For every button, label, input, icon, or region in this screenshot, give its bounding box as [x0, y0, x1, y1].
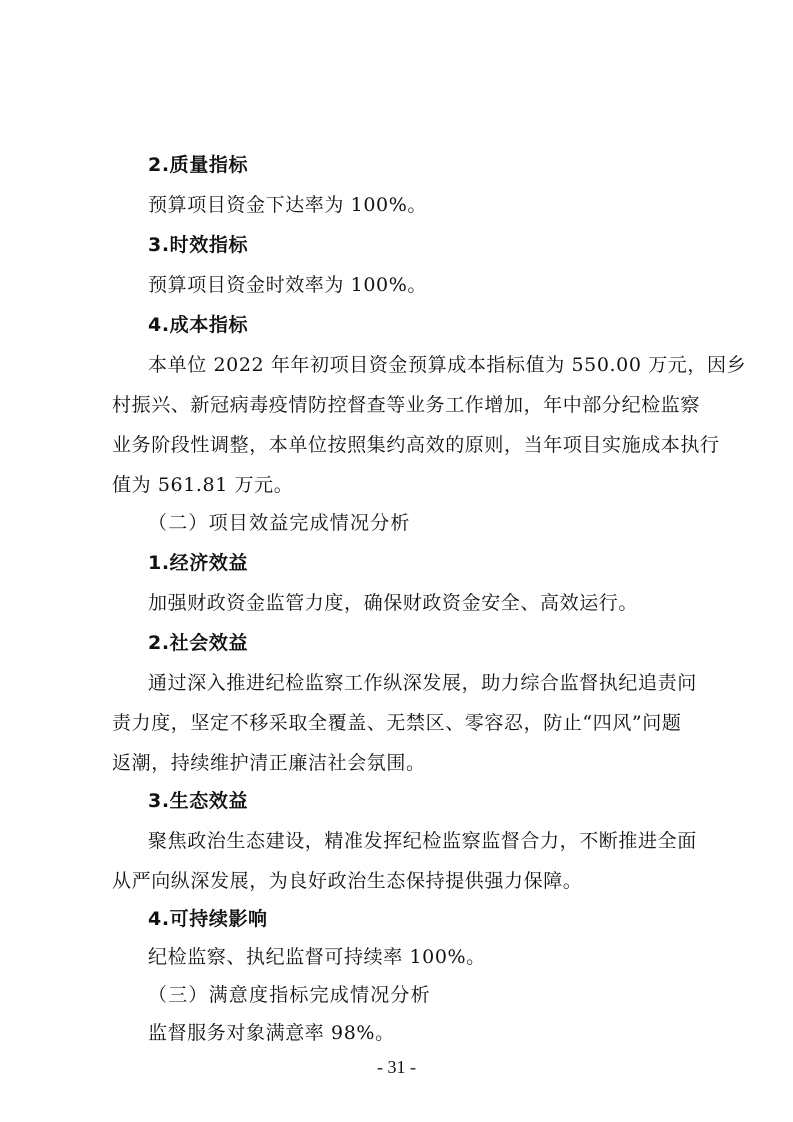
paragraph-cost-line-3: 业务阶段性调整，本单位按照集约高效的原则，当年项目实施成本执行	[112, 434, 720, 456]
paragraph-economic-benefit: 加强财政资金监管力度，确保财政资金安全、高效运行。	[148, 592, 639, 614]
paragraph-cost-line-4: 值为 561.81 万元。	[112, 474, 294, 496]
heading-ecological-benefit: 3.生态效益	[148, 790, 249, 812]
heading-cost-indicator: 4.成本指标	[148, 314, 249, 336]
section-benefit-analysis: （二）项目效益完成情况分析	[148, 512, 411, 534]
paragraph-social-line-3: 返潮，持续维护清正廉洁社会氛围。	[112, 752, 426, 774]
section-satisfaction-analysis: （三）满意度指标完成情况分析	[148, 984, 431, 1006]
heading-social-benefit: 2.社会效益	[148, 632, 249, 654]
paragraph-satisfaction: 监督服务对象满意率 98%。	[148, 1022, 395, 1044]
heading-economic-benefit: 1.经济效益	[148, 552, 249, 574]
paragraph-ecological-line-2: 从严向纵深发展，为良好政治生态保持提供强力保障。	[112, 870, 583, 892]
paragraph-quality-indicator: 预算项目资金下达率为 100%。	[148, 194, 427, 216]
paragraph-ecological-line-1: 聚焦政治生态建设，精准发挥纪检监察监督合力，不断推进全面	[148, 830, 697, 852]
paragraph-cost-line-1: 本单位 2022 年年初项目资金预算成本指标值为 550.00 万元，因乡	[148, 354, 747, 376]
heading-quality-indicator: 2.质量指标	[148, 154, 249, 176]
paragraph-social-line-2: 责力度，坚定不移采取全覆盖、无禁区、零容忍，防止“四风”问题	[112, 712, 682, 734]
heading-timeliness-indicator: 3.时效指标	[148, 234, 249, 256]
paragraph-timeliness-indicator: 预算项目资金时效率为 100%。	[148, 274, 427, 296]
paragraph-sustainable-impact: 纪检监察、执纪监督可持续率 100%。	[148, 946, 486, 968]
paragraph-social-line-1: 通过深入推进纪检监察工作纵深发展，助力综合监督执纪追责问	[148, 672, 697, 694]
heading-sustainable-impact: 4.可持续影响	[148, 908, 268, 930]
paragraph-cost-line-2: 村振兴、新冠病毒疫情防控督查等业务工作增加，年中部分纪检监察	[112, 394, 701, 416]
page-number: - 31 -	[377, 1057, 416, 1077]
